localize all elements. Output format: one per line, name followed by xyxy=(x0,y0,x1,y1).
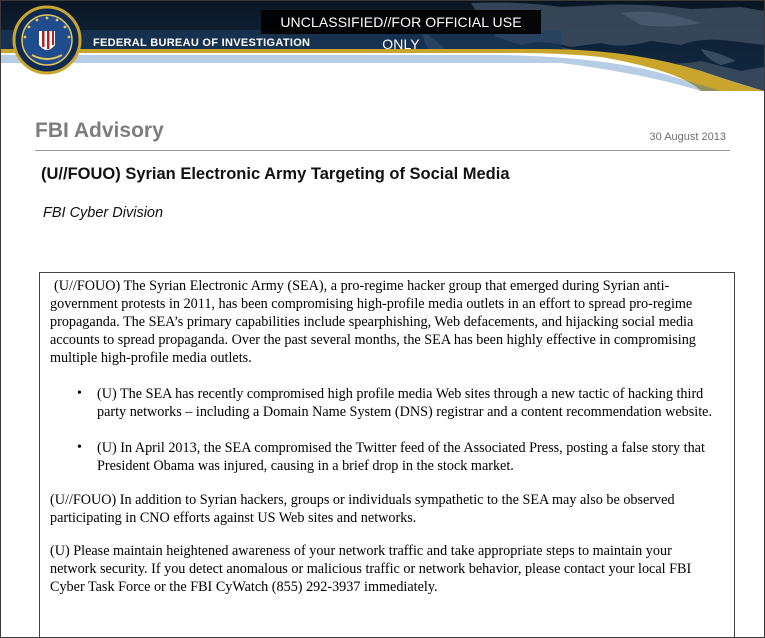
fbi-banner xyxy=(1,1,764,91)
fbi-seal-icon xyxy=(12,5,82,75)
classification-label: UNCLASSIFIED//FOR OFFICIAL USE ONLY xyxy=(261,10,541,34)
intro-paragraph: (U//FOUO) The Syrian Electronic Army (SEA), a pro-regime hacker group that emerged during Syrian anti-government protests in 2011, has been compromising high-profile media outlets in an effort to spread pro-regime propaganda. The SEA’s primary capabilities include spearphishing, Web defacements, and hijacking social media accounts to spread propaganda. Over the past several months, the SEA has been highly effective in compromising multiple high-profile media outlets. xyxy=(50,278,696,366)
bullet-item: • (U) The SEA has recently compromised high profile media Web sites through a new tactic of hacking third party networks – including a Domain Name System (DNS) registrar and a content recommendation website. xyxy=(50,385,716,421)
division-name: FBI Cyber Division xyxy=(43,205,164,221)
bullet-list xyxy=(50,385,716,475)
sympathizers-paragraph: (U//FOUO) In addition to Syrian hackers, groups or individuals sympathetic to the SEA may also be observed participating in CNO efforts against US Web sites and networks. xyxy=(50,492,675,526)
document-title: (U//FOUO) Syrian Electronic Army Targeting of Social Media xyxy=(41,165,510,183)
agency-name: FEDERAL BUREAU OF INVESTIGATION xyxy=(93,37,311,49)
advisory-date: 30 August 2013 xyxy=(649,131,726,143)
header-divider xyxy=(35,150,730,151)
advisory-heading: FBI Advisory xyxy=(35,119,164,142)
advisory-content-box xyxy=(39,272,735,638)
action-paragraph: (U) Please maintain heightened awareness of your network traffic and take appropriate steps to maintain your network security. If you detect anomalous or malicious traffic or network behavior, please contact your local FBI Cyber Task Force or the FBI CyWatch (855) 292-3937 immediately. xyxy=(50,543,692,595)
bullet-item: • (U) In April 2013, the SEA compromised the Twitter feed of the Associated Press, posting a false story that President Obama was injured, causing in a brief drop in the stock market. xyxy=(50,439,716,475)
